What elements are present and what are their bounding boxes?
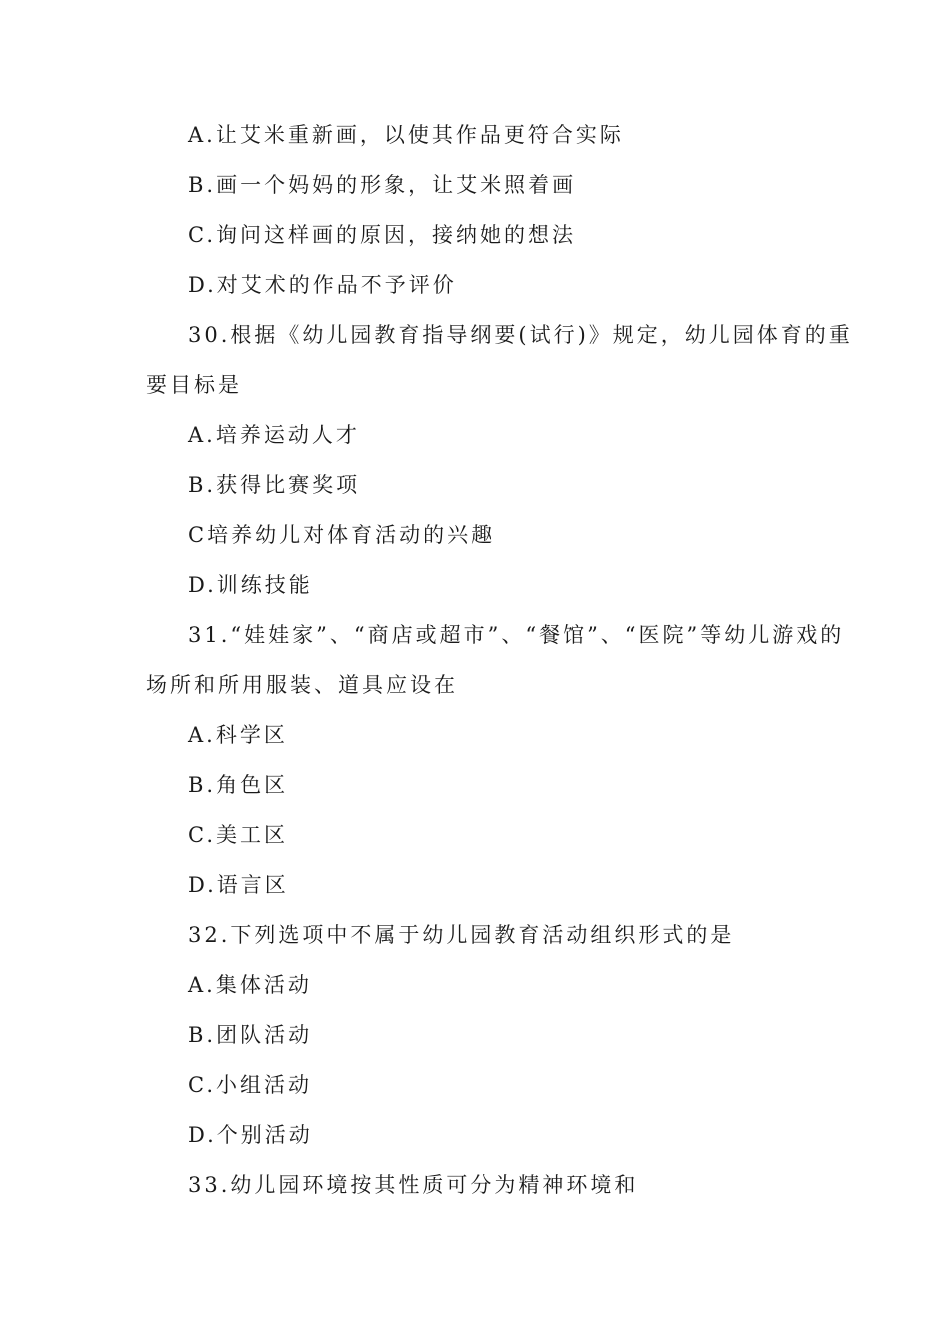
option-b-prev: B.画一个妈妈的形象，让艾米照着画 [188, 173, 577, 197]
question-30-option-b: B.获得比赛奖项 [188, 473, 361, 497]
question-32-option-b: B.团队活动 [188, 1023, 313, 1047]
question-32-option-c: C.小组活动 [188, 1073, 312, 1097]
question-32-option-a: A.集体活动 [188, 973, 312, 997]
option-a-prev: A.让艾米重新画，以使其作品更符合实际 [188, 123, 624, 147]
option-c-prev: C.询问这样画的原因，接纳她的想法 [188, 223, 576, 247]
question-33-stem-line1: 33.幼儿园环境按其性质可分为精神环境和 [188, 1173, 639, 1197]
question-31-stem-line1: 31.“娃娃家”、“商店或超市”、“餐馆”、“医院”等幼儿游戏的 [188, 623, 845, 647]
question-30-option-c: C培养幼儿对体育活动的兴趣 [188, 523, 496, 547]
question-30-stem-line2: 要目标是 [146, 373, 242, 397]
option-d-prev: D.对艾术的作品不予评价 [188, 273, 457, 297]
question-32-option-d: D.个别活动 [188, 1123, 313, 1147]
question-31-option-d: D.语言区 [188, 873, 289, 897]
question-31-stem-line2: 场所和所用服装、道具应设在 [146, 673, 458, 697]
question-30-stem-line1: 30.根据《幼儿园教育指导纲要(试行)》规定，幼儿园体育的重 [188, 323, 853, 347]
question-31-option-b: B.角色区 [188, 773, 289, 797]
question-32-stem-line1: 32.下列选项中不属于幼儿园教育活动组织形式的是 [188, 923, 735, 947]
question-31-option-a: A.科学区 [188, 723, 288, 747]
question-30-option-a: A.培养运动人才 [188, 423, 360, 447]
question-30-option-d: D.训练技能 [188, 573, 313, 597]
question-31-option-c: C.美工区 [188, 823, 288, 847]
